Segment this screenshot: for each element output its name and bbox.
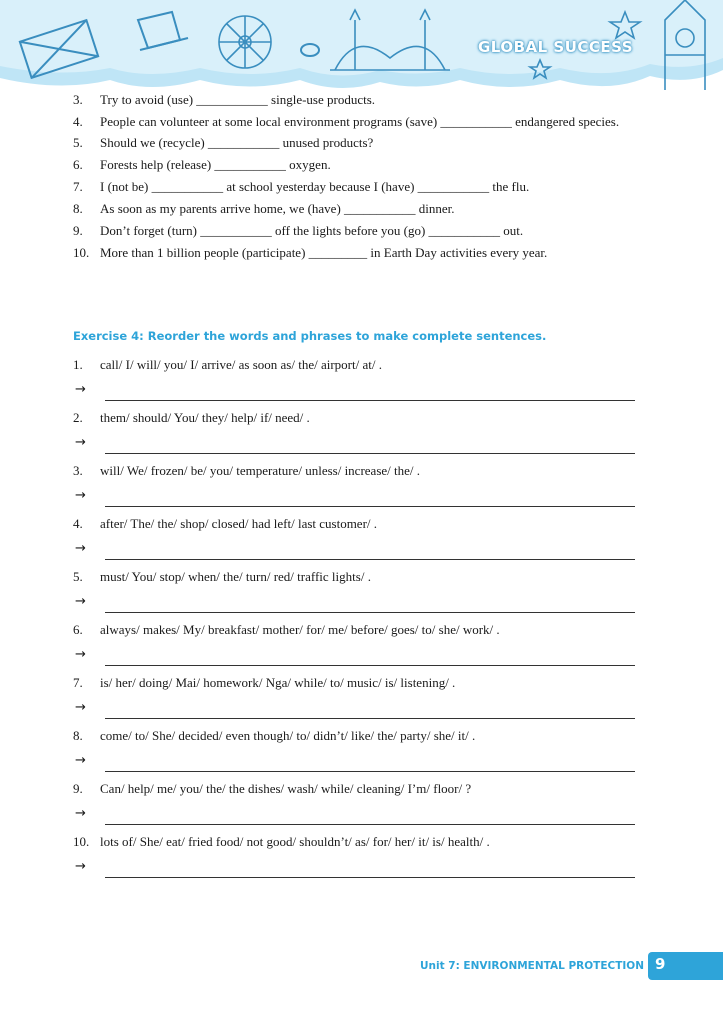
arrow-icon: → — [75, 594, 86, 609]
exercise-3-list — [73, 89, 643, 264]
arrow-icon: → — [75, 859, 86, 874]
item-number: 5. — [73, 135, 83, 150]
answer-line[interactable] — [105, 877, 635, 878]
list-item — [73, 111, 643, 132]
list-item — [73, 619, 643, 672]
item-text: Try to avoid (use) ___________ single-use products. — [100, 92, 376, 107]
item-number: 1. — [73, 357, 83, 372]
item-text: after/ The/ the/ shop/ closed/ had left/ last customer/ . — [100, 516, 378, 531]
item-text: More than 1 billion people (participate) _________ in Earth Day activities every year. — [100, 245, 548, 260]
list-item — [73, 89, 643, 111]
global-success-logo: GLOBAL SUCCESS — [478, 38, 634, 56]
arrow-icon: → — [75, 700, 86, 715]
answer-line[interactable] — [105, 718, 635, 719]
list-item — [73, 778, 643, 831]
arrow-icon: → — [75, 488, 86, 503]
item-number: 8. — [73, 201, 83, 216]
item-number: 3. — [73, 92, 83, 107]
item-text: lots of/ She/ eat/ fried food/ not good/ shouldn’t/ as/ for/ her/ it/ is/ health/ . — [100, 834, 490, 849]
answer-line[interactable] — [105, 612, 635, 613]
list-item — [73, 242, 643, 264]
item-number: 10. — [73, 834, 90, 849]
item-number: 9. — [73, 223, 83, 238]
item-text: I (not be) ___________ at school yesterday because I (have) ___________ the flu. — [100, 179, 530, 194]
arrow-icon: → — [75, 647, 86, 662]
answer-line[interactable] — [105, 824, 635, 825]
exercise-4-list — [73, 354, 643, 884]
answer-line[interactable] — [105, 771, 635, 772]
item-number: 7. — [73, 179, 83, 194]
item-text: will/ We/ frozen/ be/ you/ temperature/ unless/ increase/ the/ . — [100, 463, 420, 478]
item-text: them/ should/ You/ they/ help/ if/ need/ . — [100, 410, 310, 425]
unit-title: Unit 7: ENVIRONMENTAL PROTECTION — [420, 960, 644, 972]
list-item — [73, 725, 643, 778]
list-item — [73, 831, 643, 884]
item-text: People can volunteer at some local environment programs (save) ___________ endangered species. — [100, 114, 620, 129]
item-text: Forests help (release) ___________ oxygen. — [100, 157, 331, 172]
answer-line[interactable] — [105, 665, 635, 666]
item-number: 6. — [73, 157, 83, 172]
item-number: 5. — [73, 569, 83, 584]
item-number: 2. — [73, 410, 83, 425]
list-item — [73, 132, 643, 154]
arrow-icon: → — [75, 541, 86, 556]
item-text: call/ I/ will/ you/ I/ arrive/ as soon as/ the/ airport/ at/ . — [100, 357, 382, 372]
item-text: always/ makes/ My/ breakfast/ mother/ for/ me/ before/ goes/ to/ she/ work/ . — [100, 622, 500, 637]
arrow-icon: → — [75, 382, 86, 397]
item-text: is/ her/ doing/ Mai/ homework/ Nga/ while/ to/ music/ is/ listening/ . — [100, 675, 456, 690]
item-text: must/ You/ stop/ when/ the/ turn/ red/ traffic lights/ . — [100, 569, 371, 584]
item-text: Should we (recycle) ___________ unused products? — [100, 135, 374, 150]
list-item — [73, 220, 643, 242]
list-item — [73, 198, 643, 220]
exercise-4-title: Exercise 4: Reorder the words and phrases to make complete sentences. — [73, 329, 547, 343]
item-number: 4. — [73, 114, 83, 129]
arrow-icon: → — [75, 753, 86, 768]
item-text: come/ to/ She/ decided/ even though/ to/ didn’t/ like/ the/ party/ she/ it/ . — [100, 728, 476, 743]
answer-line[interactable] — [105, 400, 635, 401]
answer-line[interactable] — [105, 453, 635, 454]
item-text: As soon as my parents arrive home, we (have) ___________ dinner. — [100, 201, 455, 216]
list-item — [73, 154, 643, 176]
arrow-icon: → — [75, 806, 86, 821]
item-text: Don’t forget (turn) ___________ off the lights before you (go) ___________ out. — [100, 223, 524, 238]
list-item — [73, 176, 643, 198]
item-number: 3. — [73, 463, 83, 478]
page-number: 9 — [655, 955, 666, 973]
item-number: 4. — [73, 516, 83, 531]
arrow-icon: → — [75, 435, 86, 450]
item-number: 8. — [73, 728, 83, 743]
item-number: 9. — [73, 781, 83, 796]
list-item — [73, 513, 643, 566]
list-item — [73, 354, 643, 407]
item-number: 7. — [73, 675, 83, 690]
item-text: Can/ help/ me/ you/ the/ the dishes/ wash/ while/ cleaning/ I’m/ floor/ ? — [100, 781, 472, 796]
list-item — [73, 672, 643, 725]
ferris-wheel-icon — [219, 16, 271, 68]
list-item — [73, 460, 643, 513]
item-number: 10. — [73, 245, 90, 260]
item-number: 6. — [73, 622, 83, 637]
answer-line[interactable] — [105, 506, 635, 507]
list-item — [73, 566, 643, 619]
answer-line[interactable] — [105, 559, 635, 560]
list-item — [73, 407, 643, 460]
